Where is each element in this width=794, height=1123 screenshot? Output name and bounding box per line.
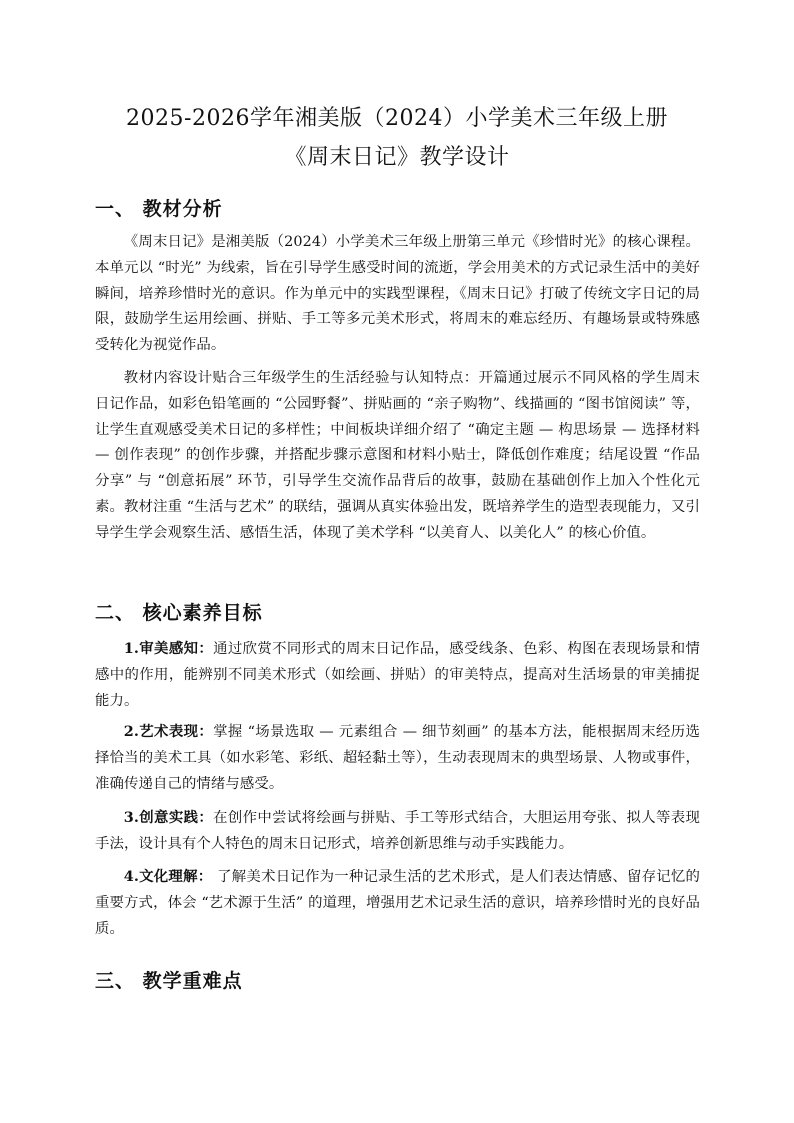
goal-item-3-label: 3.创意实践： bbox=[123, 809, 214, 826]
goal-item-4-label: 4.文化理解： bbox=[123, 868, 213, 885]
document-title-line2: 《周末日记》教学设计 bbox=[284, 145, 510, 170]
section-heading-goals: 二、 核心素养目标 bbox=[95, 602, 263, 624]
goal-item-3-text: 在创作中尝试将绘画与拼贴、手工等形式结合，大胆运用夸张、拟人等表现手法，设计具有个人特色的周末日记形式，培养创新思维与动手实践能力。 bbox=[95, 810, 700, 852]
goal-item-3 bbox=[95, 805, 700, 858]
document-title-line1: 2025-2026学年湘美版（2024）小学美术三年级上册 bbox=[126, 106, 668, 131]
goal-item-1-label: 1.审美感知： bbox=[123, 640, 214, 657]
goal-item-2-text: 掌握 “场景选取 — 元素组合 — 细节刻画” 的基本方法，能根据周末经历选择恰当的美术工具（如水彩笔、彩纸、超轻黏土等），生动表现周末的典型场景、人物或事件，准确传递自己的情绪与感受。 bbox=[95, 724, 700, 792]
section-heading-key-difficulties: 三、 教学重难点 bbox=[95, 970, 243, 992]
section-heading-analysis: 一、 教材分析 bbox=[95, 198, 223, 220]
analysis-paragraph-1: 《周末日记》是湘美版（2024）小学美术三年级上册第三单元《珍惜时光》的核心课程。本单元以 “时光” 为线索，旨在引导学生感受时间的流逝，学会用美术的方式记录生活中的美好瞬间，培养珍惜时光的意识。作为单元中的实践型课程，《周末日记》打破了传统文字日记的局限，鼓励学生运用绘画、拼贴、手工等多元美术形式，将周末的难忘经历、有趣场景或特殊感受转化为视觉作品。 bbox=[95, 234, 700, 354]
goal-item-4-text: 了解美术日记作为一种记录生活的艺术形式，是人们表达情感、留存记忆的重要方式，体会 “艺术源于生活” 的道理，增强用艺术记录生活的意识，培养珍惜时光的良好品质。 bbox=[95, 869, 700, 937]
goal-item-1-text: 通过欣赏不同形式的周末日记作品，感受线条、色彩、构图在表现场景和情感中的作用，能辨别不同美术形式（如绘画、拼贴）的审美特点，提高对生活场景的审美捕捉能力。 bbox=[95, 641, 700, 709]
analysis-paragraph-2: 教材内容设计贴合三年级学生的生活经验与认知特点：开篇通过展示不同风格的学生周末日记作品，如彩色铅笔画的 “公园野餐”、拼贴画的 “亲子购物”、线描画的 “图书馆阅读” 等，让学生直观感受美术日记的多样性；中间板块详细介绍了 “确定主题 — 构思场景 — 选择材料 — 创作表现” 的创作步骤，并搭配步骤示意图和材料小贴士，降低创作难度；结尾设置 “作品分享” 与 “创意拓展” 环节，引导学生交流作品背后的故事，鼓励在基础创作上加入个性化元素。教材注重 “生活与艺术” 的联结，强调从真实体验出发，既培养学生的造型表现能力，又引导学生学会观察生活、感悟生活，体现了美术学科 “以美育人、以美化人” 的核心价值。 bbox=[95, 370, 700, 541]
goal-item-2 bbox=[95, 719, 700, 797]
goal-item-1 bbox=[95, 636, 700, 714]
goal-item-4 bbox=[95, 864, 700, 942]
goal-item-2-label: 2.艺术表现： bbox=[123, 723, 214, 740]
